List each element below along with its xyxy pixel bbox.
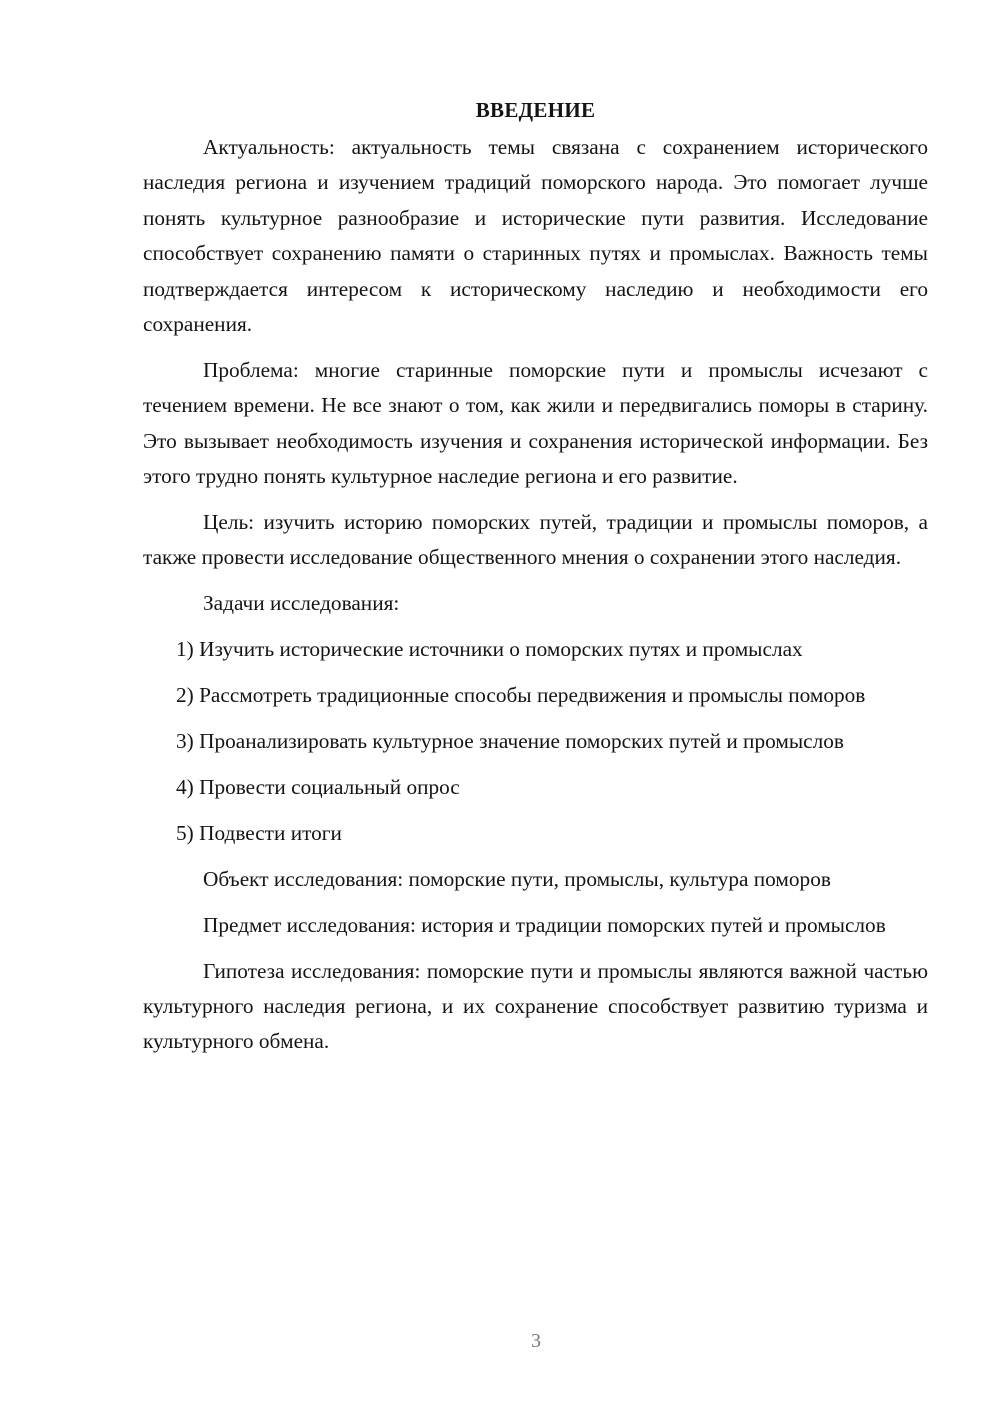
task-item: 2) Рассмотреть традиционные способы передвижения и промыслы поморов [176,683,866,708]
task-item: 1) Изучить исторические источники о поморских путях и промыслах [176,637,803,662]
section-title: ВВЕДЕНИЕ [475,98,596,122]
problem-paragraph: Проблема: многие старинные поморские пути и промыслы исчезают с течением времени. Не все знают о том, как жили и передвигались поморы в старину. Это вызывает необходимость изучения и сохранения исторической информации. Без этого трудно понять культурное наследие региона и его развитие. [143,357,928,489]
task-item: 4) Провести социальный опрос [176,775,460,799]
relevance-paragraph: Актуальность: актуальность темы связана с сохранением исторического наследия региона и изучением традиций поморского народа. Это помогает лучше понять культурное разнообразие и исторические пути развития. Исследование способствует сохранению памяти о старинных путях и промыслах. Важность темы подтверждается интересом к историческому наследию и необходимости его сохранения. [143,135,928,337]
task-item: 5) Подвести итоги [176,820,342,845]
document-page [143,93,928,1070]
goal-paragraph: Цель: изучить историю поморских путей, традиции и промыслы поморов, а также провести исследование общественного мнения о сохранении этого наследия. [143,510,928,570]
object-paragraph: Объект исследования: поморские пути, промыслы, культура поморов [203,866,831,891]
tasks-list [143,632,928,851]
task-item: 3) Проанализировать культурное значение поморских путей и промыслов [176,729,844,754]
subject-paragraph: Предмет исследования: история и традиции поморских путей и промыслов [203,912,886,937]
hypothesis-paragraph: Гипотеза исследования: поморские пути и промыслы являются важной частью культурного наследия региона, и их сохранение способствует развитию туризма и культурного обмена. [143,958,928,1054]
page-number: 3 [531,1330,541,1352]
tasks-heading: Задачи исследования: [203,591,400,616]
